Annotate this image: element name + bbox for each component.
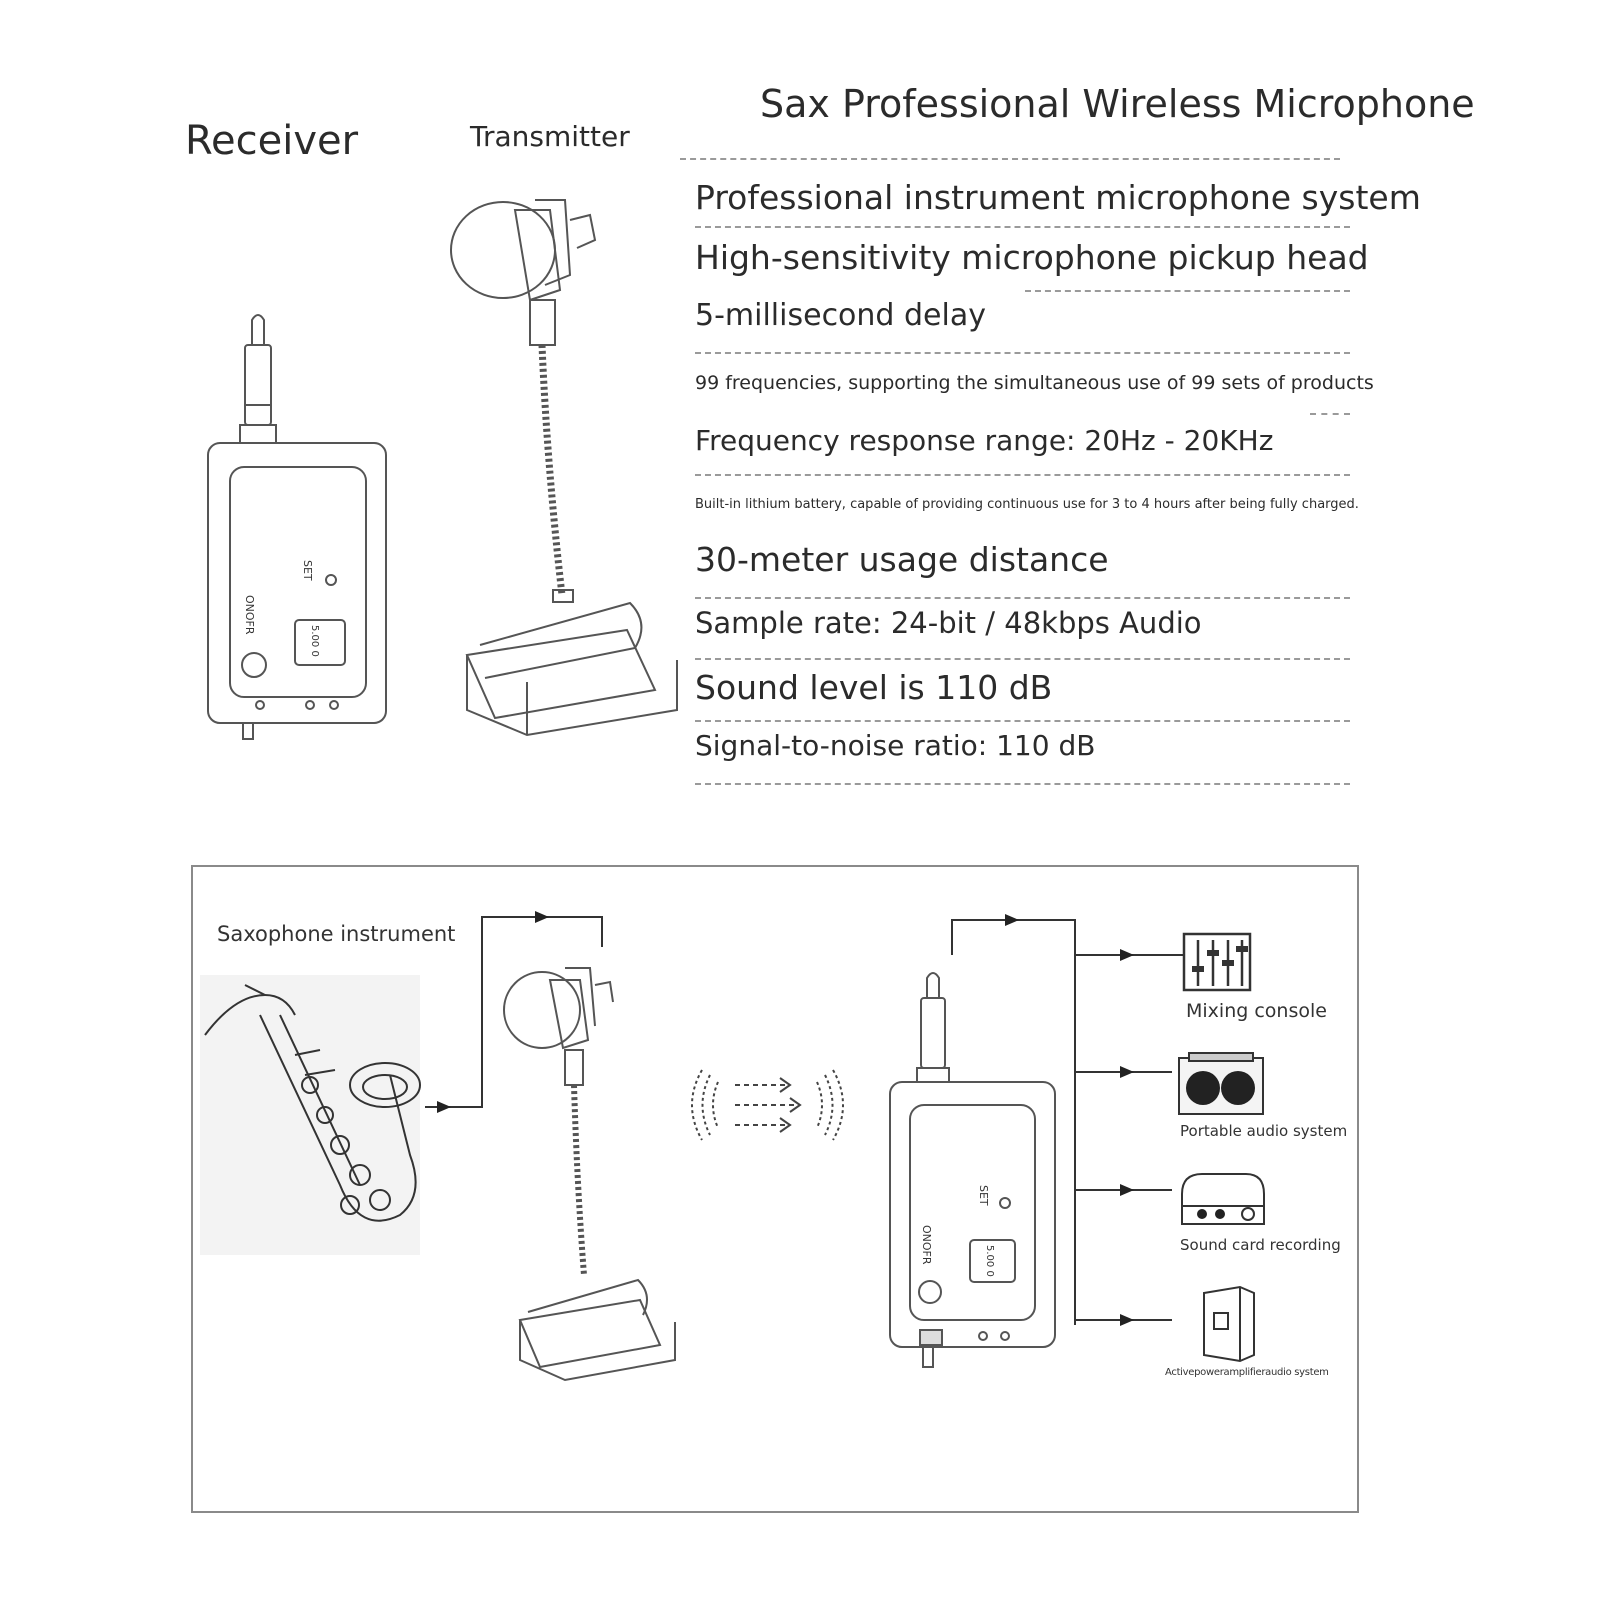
arrow-right-icon: [1120, 1066, 1134, 1078]
title-divider: [680, 158, 1340, 160]
spec-divider: [695, 226, 1350, 228]
output-mixing-console: Mixing console: [1186, 1000, 1327, 1022]
spec-divider: [695, 783, 1350, 785]
spec-divider: [695, 597, 1350, 599]
output-portable-audio-system: Portable audio system: [1180, 1122, 1348, 1140]
spec-battery: Built-in lithium battery, capable of providing continuous use for 3 to 4 hours after being fully charged.: [695, 497, 1359, 512]
portable-speaker-icon: [1175, 1050, 1267, 1116]
power-label: ONOFR: [920, 1225, 933, 1265]
spec-snr: Signal-to-noise ratio: 110 dB: [695, 729, 1096, 762]
saxophone-label: Saxophone instrument: [217, 922, 456, 946]
spec-divider: [695, 720, 1350, 722]
transmitter-label: Transmitter: [470, 120, 630, 153]
spec-pickup-head: High-sensitivity microphone pickup head: [695, 238, 1369, 277]
spec-sample-rate: Sample rate: 24-bit / 48kbps Audio: [695, 606, 1202, 640]
receiver-label: Receiver: [185, 118, 359, 164]
output-sound-card-recording: Sound card recording: [1180, 1236, 1341, 1254]
spec-frequencies: 99 frequencies, supporting the simultaneous use of 99 sets of products: [695, 372, 1374, 394]
arrow-right-icon: [535, 911, 549, 923]
spec-sound-level: Sound level is 110 dB: [695, 668, 1053, 707]
sound-card-icon: [1178, 1168, 1268, 1230]
signal-path-receiver-to-outputs: [950, 905, 1190, 1335]
arrow-right-icon: [1120, 1184, 1134, 1196]
spec-divider: [695, 474, 1350, 476]
active-speaker-icon: [1200, 1283, 1260, 1363]
spec-divider: [695, 658, 1350, 660]
display-value: 5.00 0: [309, 625, 320, 657]
output-active-amplifier-audio: Activepoweramplifieraudio system: [1165, 1367, 1329, 1378]
spec-delay: 5-millisecond delay: [695, 298, 986, 333]
spec-system: Professional instrument microphone system: [695, 178, 1421, 217]
set-label: SET: [301, 560, 314, 581]
spec-frequency-response: Frequency response range: 20Hz - 20KHz: [695, 424, 1274, 457]
page-title: Sax Professional Wireless Microphone: [760, 82, 1475, 126]
set-label: SET: [977, 1185, 990, 1206]
arrow-right-icon: [1120, 1314, 1134, 1326]
display-value: 5.00 0: [984, 1245, 995, 1277]
transmitter-diagram-icon: [500, 960, 680, 1380]
mixing-console-icon: [1180, 930, 1260, 995]
wireless-signal-icon: [690, 1070, 860, 1140]
spec-distance: 30-meter usage distance: [695, 540, 1109, 579]
arrow-right-icon: [1120, 949, 1134, 961]
arrow-right-icon: [437, 1101, 451, 1113]
spec-divider: [1310, 413, 1350, 415]
spec-divider: [695, 352, 1350, 354]
receiver-illustration: [200, 310, 400, 740]
transmitter-illustration: [445, 200, 675, 770]
saxophone-icon: [200, 975, 420, 1255]
arrow-right-icon: [1005, 914, 1019, 926]
spec-divider: [1025, 290, 1350, 292]
power-label: ONOFR: [243, 595, 256, 635]
